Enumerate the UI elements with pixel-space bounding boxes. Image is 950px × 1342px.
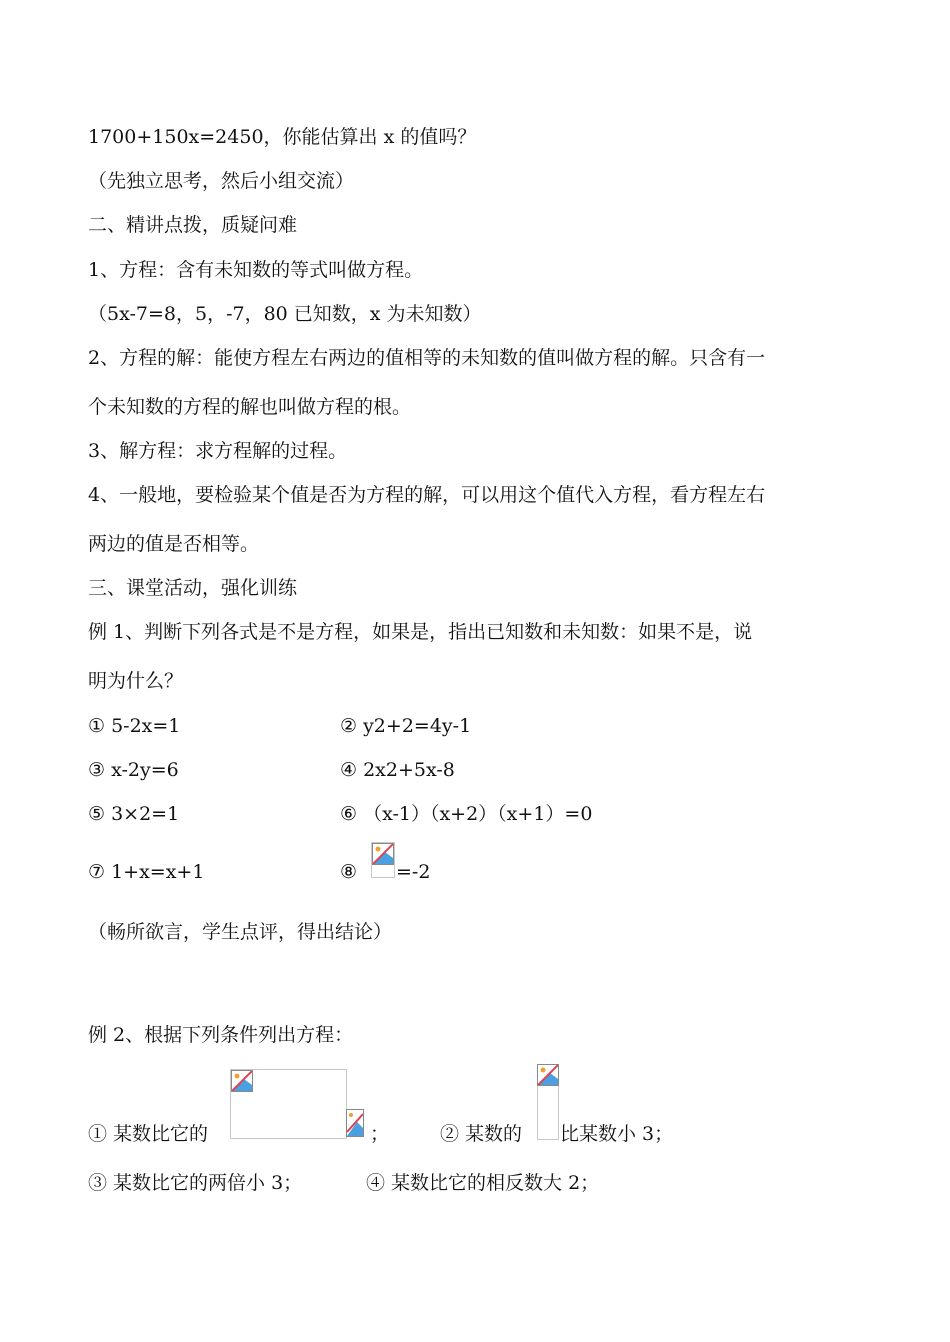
example-1-item-3: ③ x-2y=6 xyxy=(88,759,179,781)
example-2-item-1-prefix: ① 某数比它的 xyxy=(88,1123,209,1145)
intro-question: 1700+150x=2450，你能估算出 x 的值吗？ xyxy=(88,126,477,148)
broken-image-icon xyxy=(372,843,394,865)
definition-solution-2: 个未知数的方程的解也叫做方程的根。 xyxy=(88,396,412,418)
example-2-item-2-suffix: 比某数小 3； xyxy=(560,1123,674,1145)
definition-solution-1: 2、方程的解：能使方程左右两边的值相等的未知数的值叫做方程的解。只含有一 xyxy=(88,347,766,369)
definition-check-1: 4、一般地，要检验某个值是否为方程的解，可以用这个值代入方程，看方程左右 xyxy=(88,484,766,506)
example-2-item-1-suffix: ； xyxy=(370,1123,390,1145)
section-3-heading: 三、课堂活动，强化训练 xyxy=(88,577,298,599)
example-2-prompt: 例 2、根据下列条件列出方程： xyxy=(88,1024,354,1046)
definition-solving: 3、解方程：求方程解的过程。 xyxy=(88,440,348,462)
example-1-item-1: ① 5-2x=1 xyxy=(88,715,181,737)
definition-example: （5x-7=8，5，-7，80 已知数，x 为未知数） xyxy=(88,303,482,325)
example-1-prompt-1: 例 1、判断下列各式是不是方程，如果是，指出已知数和未知数：如果不是，说 xyxy=(88,621,753,643)
broken-image-icon xyxy=(537,1064,559,1086)
broken-image-placeholder xyxy=(371,842,395,878)
example-2-item-2-prefix: ② 某数的 xyxy=(440,1123,523,1145)
broken-image-icon xyxy=(231,1070,253,1092)
definition-check-2: 两边的值是否相等。 xyxy=(88,533,260,555)
example-2-item-4: ④ 某数比它的相反数大 2； xyxy=(366,1172,600,1194)
formula-image-placeholder xyxy=(537,1064,559,1140)
example-1-item-6: ⑥ （x-1）（x+2）（x+1）=0 xyxy=(340,803,593,825)
section-2-heading: 二、精讲点拨，质疑问难 xyxy=(88,214,298,236)
example-2-item-3: ③ 某数比它的两倍小 3； xyxy=(88,1172,303,1194)
example-1-item-5: ⑤ 3×2=1 xyxy=(88,803,180,825)
example-1-item-8 xyxy=(340,860,357,884)
example-1-item-4: ④ 2x2+5x-8 xyxy=(340,759,455,781)
example-1-conclusion-note: （畅所欲言，学生点评，得出结论） xyxy=(88,921,393,943)
example-1-item-8-label: ⑧ xyxy=(340,861,358,883)
example-1-item-2: ② y2+2=4y-1 xyxy=(340,715,472,737)
example-1-prompt-2: 明为什么？ xyxy=(88,670,184,692)
broken-image-icon xyxy=(346,1109,364,1137)
example-1-item-8-suffix: =-2 xyxy=(396,861,431,883)
intro-note: （先独立思考，然后小组交流） xyxy=(88,170,355,192)
definition-equation: 1、方程：含有未知数的等式叫做方程。 xyxy=(88,259,424,281)
example-1-item-7: ⑦ 1+x=x+1 xyxy=(88,861,205,883)
formula-image-placeholder xyxy=(230,1069,347,1139)
